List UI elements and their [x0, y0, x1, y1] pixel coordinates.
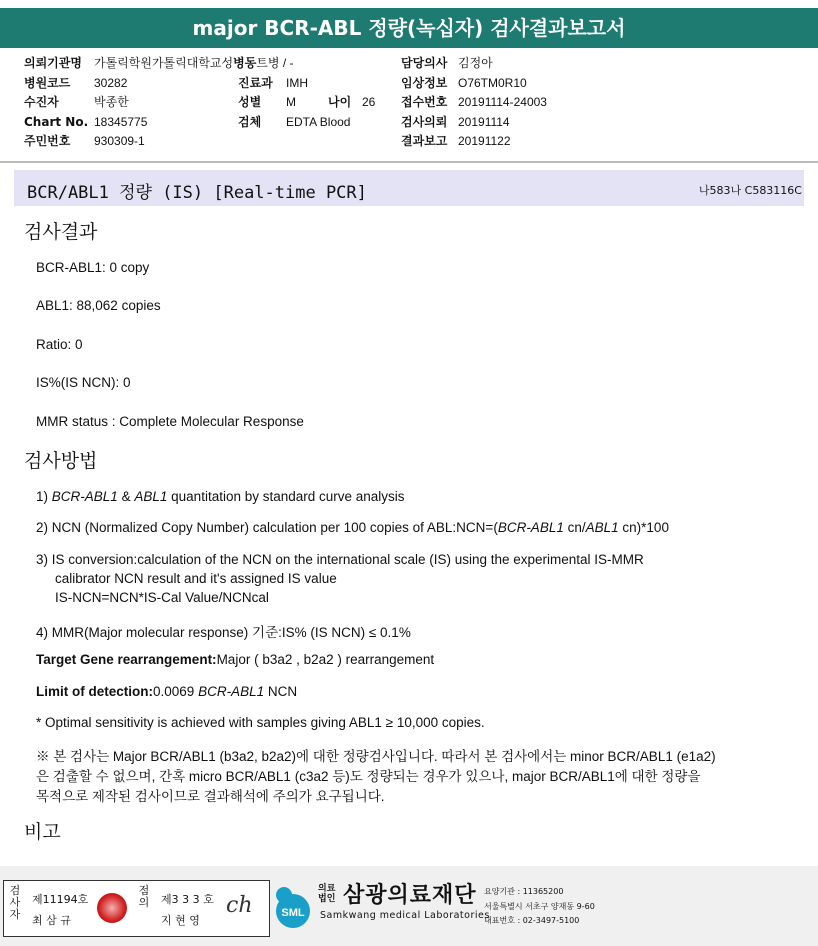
sex-value: M [286, 95, 296, 109]
target-value: Major ( b3a2 , b2a2 ) rearrangement [216, 652, 435, 667]
specimen-value: EDTA Blood [286, 114, 351, 129]
resident-value: 930309-1 [94, 134, 145, 148]
report-title: major BCR-ABL 정량(녹십자) 검사결과보고서 [0, 8, 818, 48]
receipt-value: 20191114-24003 [458, 95, 547, 109]
clinical-value: O76TM0R10 [458, 75, 527, 90]
org-address: 서울특별시 서초구 양재동 9-60 [484, 902, 595, 911]
signature-box [3, 880, 270, 937]
step1-prefix: 1) [36, 489, 49, 504]
logo-text: SML [281, 907, 305, 919]
reviewer-number: 제3 3 3 호 [161, 893, 214, 906]
result-bcr-abl1: BCR-ABL1: 0 copy [36, 260, 150, 275]
doctor-label: 담당의사 [401, 56, 448, 70]
lod-gene: BCR-ABL1 [198, 684, 265, 699]
test-title: BCR/ABL1 정량 (IS) [Real-time PCR] [27, 183, 367, 203]
age-label: 나이 [328, 95, 352, 109]
lod-label: Limit of detection: [36, 684, 153, 699]
method-step-1 [36, 489, 405, 504]
results-heading: 검사결과 [24, 221, 98, 243]
chart-label: Chart No. [24, 114, 89, 129]
test-code: 나583나 C583116C [698, 184, 802, 197]
patient-info-col2 [238, 74, 375, 133]
institution-label: 의뢰기관명 [24, 56, 82, 70]
step2-b: cn/ [567, 520, 586, 535]
method-step-3-line3: IS-NCN=NCN*IS-Cal Value/NCNcal [55, 590, 269, 605]
method-step-2 [36, 520, 669, 535]
result-is: IS%(IS NCN): 0 [36, 375, 131, 390]
limit-of-detection [36, 684, 297, 699]
result-ratio: Ratio: 0 [36, 337, 83, 352]
method-heading: 검사방법 [24, 450, 98, 472]
step2-gene1: BCR-ABL1 [497, 520, 564, 535]
chart-value: 18345775 [94, 114, 148, 129]
org-phone: 대표번호 : 02-3497-5100 [484, 916, 580, 925]
step2-c: cn)*100 [622, 520, 669, 535]
seal-stamp [97, 893, 127, 923]
tester-name: 최 삼 규 [32, 914, 71, 927]
divider [0, 161, 818, 163]
org-name: 삼광의료재단 [343, 883, 477, 908]
clinical-label: 임상정보 [401, 75, 448, 90]
result-abl1: ABL1: 88,062 copies [36, 298, 161, 313]
sml-logo-icon [272, 883, 314, 931]
remarks-heading: 비고 [24, 821, 61, 843]
note-line-3: 목적으로 제작된 검사이므로 결과해석에 주의가 요구됩니다. [36, 789, 385, 804]
ward-value: 트병 / - [256, 56, 294, 70]
step1-gene1: BCR-ABL1 [51, 489, 118, 504]
lod-value: 0.0069 [153, 684, 195, 699]
hospital-code-value: 30282 [94, 75, 128, 90]
sex-label: 성별 [238, 95, 262, 109]
signature: ch [226, 893, 253, 918]
hospital-code-label: 병원코드 [24, 75, 71, 90]
resident-label: 주민번호 [24, 134, 71, 148]
receiver-value: 박종한 [94, 95, 129, 109]
sensitivity-note: * Optimal sensitivity is achieved with samples giving ABL1 ≥ 10,000 copies. [36, 715, 485, 730]
step1-rest: quantitation by standard curve analysis [171, 489, 405, 504]
note-line-1: ※ 본 검사는 Major BCR/ABL1 (b3a2, b2a2)에 대한 정량검사입니다. 따라서 본 검사에서는 minor BCR/ABL1 (e1a2) [36, 749, 716, 764]
tester-number: 제11194호 [32, 893, 89, 906]
specimen-label: 검체 [238, 114, 262, 129]
doctor-value: 김정아 [458, 56, 493, 70]
lod-unit: NCN [267, 684, 298, 699]
method-step-3-line2: calibrator NCN result and it's assigned IS value [55, 571, 337, 586]
request-label: 검사의뢰 [401, 114, 448, 129]
step1-gene2: ABL1 [134, 489, 168, 504]
report-value: 20191122 [458, 134, 511, 148]
dept-value: IMH [286, 75, 308, 90]
tester-label: 검사자 [9, 884, 21, 921]
request-value: 20191114 [458, 114, 510, 129]
org-type: 의료법인 [318, 884, 336, 904]
method-step-4: 4) MMR(Major molecular response) 기준:IS% (IS NCN) ≤ 0.1% [36, 625, 411, 640]
reviewer-name: 지 현 영 [161, 914, 200, 927]
result-mmr: MMR status : Complete Molecular Response [36, 414, 304, 429]
receipt-label: 접수번호 [401, 95, 448, 109]
step2-a: 2) NCN (Normalized Copy Number) calculation per 100 copies of ABL:NCN=( [36, 520, 498, 535]
step1-amp: & [121, 489, 131, 504]
method-step-3-line1: 3) IS conversion:calculation of the NCN on the international scale (IS) using the experimental IS-MMR [36, 552, 644, 567]
org-english-name: Samkwang medical Laboratories [320, 910, 490, 921]
age-value: 26 [362, 95, 376, 109]
institution-value: 가톨릭학원가톨릭대학교성 [94, 56, 234, 70]
reviewer-label: 점의 [138, 884, 150, 909]
ward-label: 병동 [233, 56, 257, 70]
note-line-2: 은 검출할 수 없으며, 간혹 micro BCR/ABL1 (c3a2 등)도 정량되는 경우가 있으나, major BCR/ABL1에 대한 정량을 [36, 769, 701, 784]
dept-label: 진료과 [238, 75, 273, 90]
receiver-label: 수진자 [24, 95, 59, 109]
org-registration: 요양기관 : 11365200 [484, 887, 564, 896]
patient-info-col3 [401, 54, 547, 152]
target-label: Target Gene rearrangement: [36, 652, 217, 667]
target-gene [36, 652, 434, 667]
step2-gene2: ABL1 [585, 520, 619, 535]
test-banner [14, 170, 804, 206]
report-label: 결과보고 [401, 134, 448, 148]
